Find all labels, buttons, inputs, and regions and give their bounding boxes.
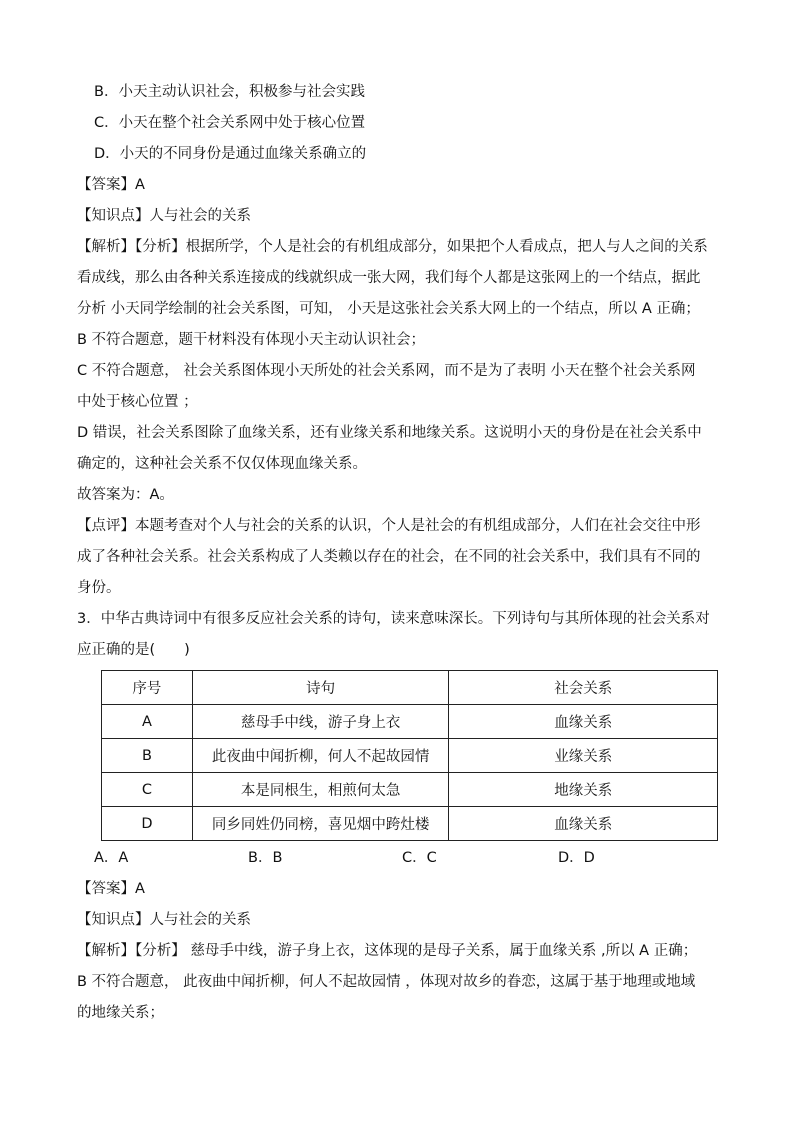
q2-analysis-line: C 不符合题意， 社会关系图体现小天所处的社会关系网，而不是为了表明 小天在整个社会关系网	[77, 363, 696, 379]
choice-b: B．B	[248, 850, 283, 866]
q2-analysis-line: B 不符合题意，题干材料没有体现小天主动认识社会；	[77, 332, 426, 348]
q2-analysis-line: 分析 小天同学绘制的社会关系图，可知， 小天是这张社会关系大网上的一个结点，所以 A 正确；	[77, 301, 700, 317]
q2-analysis-line: 确定的，这种社会关系不仅仅体现血缘关系。	[77, 456, 367, 472]
q3-table	[101, 670, 718, 841]
cell-relation: 血缘关系	[449, 705, 718, 739]
table-row	[102, 739, 718, 773]
q3-analysis-line: 的地缘关系；	[77, 1005, 164, 1021]
choice-d: D．D	[558, 850, 595, 866]
q2-analysis-line: 中处于核心位置 ；	[77, 394, 198, 410]
cell-poem: 本是同根生，相煎何太急	[192, 773, 449, 807]
cell-relation: 业缘关系	[449, 739, 718, 773]
header-cell-number: 序号	[102, 671, 193, 705]
cell-poem: 此夜曲中闻折柳，何人不起故园情	[192, 739, 449, 773]
q2-analysis-line: 看成线，那么由各种关系连接成的线就织成一张大网，我们每个人都是这张网上的一个结点，据此	[77, 270, 701, 286]
q2-knowledge-point: 【知识点】人与社会的关系	[77, 208, 251, 224]
cell-number: D	[102, 807, 193, 841]
q3-stem-line: 应正确的是( )	[77, 642, 190, 658]
header-cell-poem: 诗句	[192, 671, 449, 705]
q2-conclusion: 故答案为：A。	[77, 487, 174, 503]
q2-comment-line: 【点评】本题考查对个人与社会的关系的认识，个人是社会的有机组成部分，人们在社会交往中形	[77, 518, 701, 534]
q2-analysis-line: 【解析】【分析】根据所学，个人是社会的有机组成部分，如果把个人看成点，把人与人之间的关系	[77, 239, 708, 255]
q2-comment-line: 成了各种社会关系。社会关系构成了人类赖以存在的社会，在不同的社会关系中，我们具有不同的	[77, 549, 701, 565]
cell-number: B	[102, 739, 193, 773]
cell-number: A	[102, 705, 193, 739]
cell-relation: 地缘关系	[449, 773, 718, 807]
cell-number: C	[102, 773, 193, 807]
table-row	[102, 705, 718, 739]
cell-poem: 慈母手中线，游子身上衣	[192, 705, 449, 739]
q3-analysis-line: B 不符合题意， 此夜曲中闻折柳，何人不起故园情 ，体现对故乡的眷恋，这属于基于地理或地域	[77, 974, 696, 990]
cell-poem: 同乡同姓仍同榜，喜见烟中跨灶楼	[192, 807, 449, 841]
option-c: C．小天在整个社会关系网中处于核心位置	[94, 115, 366, 131]
q3-stem-line: 3．中华古典诗词中有很多反应社会关系的诗句，读来意味深长。下列诗句与其所体现的社会关系对	[77, 611, 710, 627]
table-row	[102, 773, 718, 807]
q3-answer: 【答案】A	[77, 881, 145, 897]
option-b: B．小天主动认识社会，积极参与社会实践	[94, 84, 365, 100]
choice-c: C．C	[402, 850, 437, 866]
table-row	[102, 807, 718, 841]
option-d: D．小天的不同身份是通过血缘关系确立的	[94, 146, 367, 162]
q3-analysis-line: 【解析】【分析】 慈母手中线，游子身上衣，这体现的是母子关系，属于血缘关系 ,所以 A 正确；	[77, 943, 698, 959]
q3-knowledge-point: 【知识点】人与社会的关系	[77, 912, 251, 928]
header-cell-relation: 社会关系	[449, 671, 718, 705]
q2-answer: 【答案】A	[77, 177, 145, 193]
q2-comment-line: 身份。	[77, 580, 121, 596]
q2-analysis-line: D 错误，社会关系图除了血缘关系，还有业缘关系和地缘关系。这说明小天的身份是在社会关系中	[77, 425, 702, 441]
choice-a: A．A	[94, 850, 129, 866]
table-header-row	[102, 671, 718, 705]
cell-relation: 血缘关系	[449, 807, 718, 841]
